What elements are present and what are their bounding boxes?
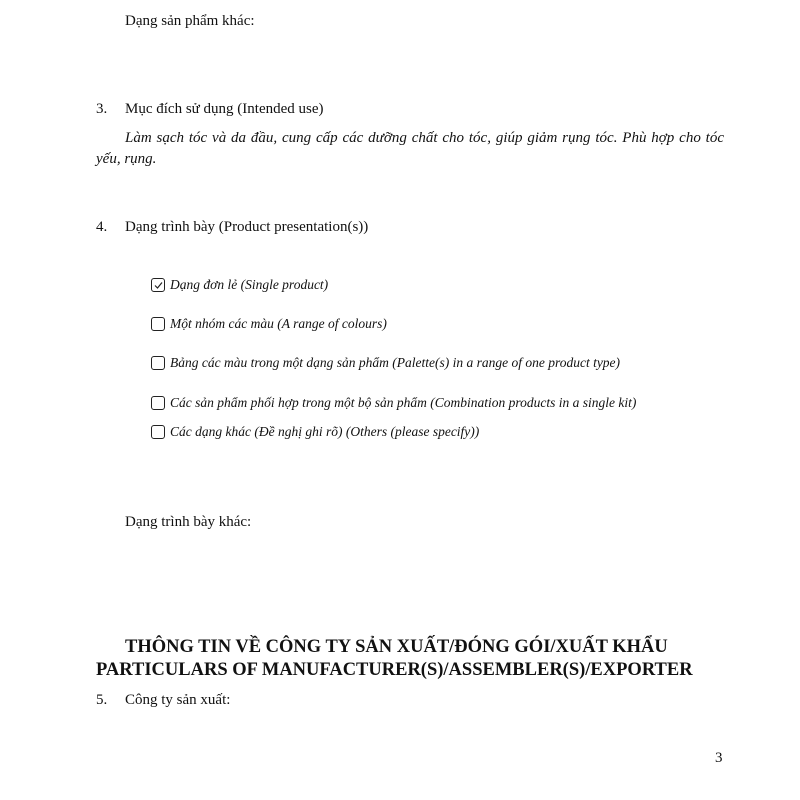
other-product-form-label: Dạng sản phẩm khác: [125, 13, 255, 29]
section-4-number: 4. [96, 219, 108, 235]
option-label: Các sản phẩm phối hợp trong một bộ sản phẩm (Combination products in a single kit) [170, 395, 637, 410]
option-label: Các dạng khác (Đề nghị ghi rõ) (Others (please specify)) [170, 424, 480, 439]
option-others[interactable] [151, 424, 479, 440]
option-single-product[interactable] [151, 277, 328, 293]
option-palettes[interactable] [151, 355, 620, 371]
option-range-of-colours[interactable] [151, 316, 387, 332]
intended-use-text: Làm sạch tóc và da đầu, cung cấp các dưỡng chất cho tóc, giúp giảm rụng tóc. Phù hợp cho tóc yếu, rụng. [96, 130, 724, 167]
section-3-title: Mục đích sử dụng (Intended use) [125, 101, 324, 117]
section-5-title: Công ty sản xuất: [125, 692, 231, 708]
option-combination-products[interactable] [151, 395, 636, 411]
manufacturer-heading-en: PARTICULARS OF MANUFACTURER(S)/ASSEMBLER(S)/EXPORTER [96, 660, 693, 680]
checkbox[interactable] [151, 356, 165, 370]
checkbox[interactable] [151, 396, 165, 410]
other-presentation-label: Dạng trình bày khác: [125, 514, 252, 530]
checkmark-icon [153, 280, 164, 291]
option-label: Một nhóm các màu (A range of colours) [170, 316, 387, 331]
section-4-title: Dạng trình bày (Product presentation(s)) [125, 219, 369, 235]
section-3-number: 3. [96, 101, 108, 117]
section-5-number: 5. [96, 692, 108, 708]
manufacturer-heading-vi: THÔNG TIN VỀ CÔNG TY SẢN XUẤT/ĐÓNG GÓI/XUẤT KHẨU [125, 637, 668, 657]
option-label: Bảng các màu trong một dạng sản phẩm (Palette(s) in a range of one product type) [170, 355, 621, 370]
page-number: 3 [715, 750, 723, 766]
checkbox[interactable] [151, 317, 165, 331]
checkbox-checked[interactable] [151, 278, 165, 292]
checkbox[interactable] [151, 425, 165, 439]
option-label: Dạng đơn lẻ (Single product) [170, 277, 329, 292]
